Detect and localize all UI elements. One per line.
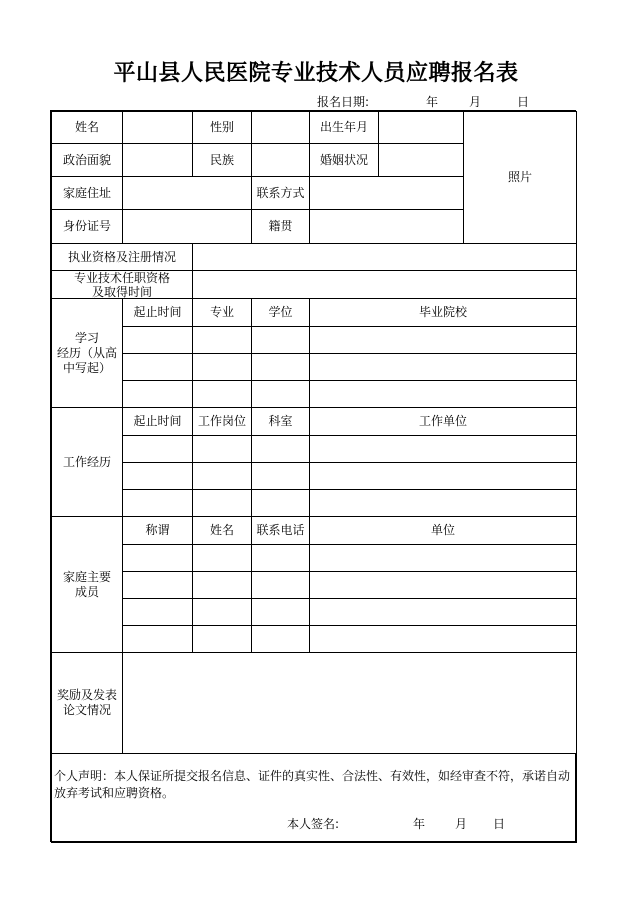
education-cell[interactable] <box>122 353 193 381</box>
family-cell[interactable] <box>251 625 310 653</box>
professional-title-line1: 专业技术任职资格 <box>73 270 170 285</box>
family-label-line2: 成员 <box>74 584 99 599</box>
work-cell[interactable] <box>122 435 193 463</box>
family-cell[interactable] <box>309 544 577 572</box>
native-place-field[interactable] <box>309 209 464 244</box>
work-cell[interactable] <box>309 462 577 490</box>
work-header-position: 工作岗位 <box>192 407 252 436</box>
signature-day-label: 日 <box>493 817 506 831</box>
education-cell[interactable] <box>251 353 310 381</box>
education-cell[interactable] <box>251 380 310 408</box>
work-cell[interactable] <box>251 489 310 517</box>
education-cell[interactable] <box>309 326 577 354</box>
education-cell[interactable] <box>309 353 577 381</box>
education-cell[interactable] <box>192 353 252 381</box>
address-label: 家庭住址 <box>51 176 123 210</box>
awards-label-line2: 论文情况 <box>62 703 111 717</box>
politics-field[interactable] <box>122 143 193 177</box>
family-header-employer: 单位 <box>309 516 577 545</box>
practice-qualification-field[interactable] <box>192 243 577 271</box>
professional-title-line2: 及取得时间 <box>91 284 152 299</box>
photo-box[interactable]: 照片 <box>463 111 577 244</box>
date-year-label: 年 <box>426 95 439 109</box>
date-month-label: 月 <box>469 95 482 109</box>
birth-field[interactable] <box>378 111 464 144</box>
ethnicity-field[interactable] <box>251 143 310 177</box>
awards-section-label <box>51 652 123 754</box>
signature-field[interactable] <box>347 811 407 831</box>
work-header-department: 科室 <box>251 407 310 436</box>
education-section-label <box>51 298 123 408</box>
family-header-name: 姓名 <box>192 516 252 545</box>
education-header-major: 专业 <box>192 298 252 327</box>
signature-month-label: 月 <box>455 817 468 831</box>
native-place-label: 籍贯 <box>251 209 310 244</box>
gender-label: 性别 <box>192 111 252 144</box>
date-day-label: 日 <box>517 95 530 109</box>
ethnicity-label: 民族 <box>192 143 252 177</box>
signature-label: 本人签名: <box>287 817 340 831</box>
work-cell[interactable] <box>309 435 577 463</box>
family-cell[interactable] <box>192 571 252 599</box>
marriage-label: 婚姻状况 <box>309 143 379 177</box>
family-header-relation: 称谓 <box>122 516 193 545</box>
signature-year-label: 年 <box>413 817 426 831</box>
family-section-label <box>51 516 123 653</box>
family-cell[interactable] <box>192 625 252 653</box>
education-cell[interactable] <box>122 326 193 354</box>
education-cell[interactable] <box>251 326 310 354</box>
education-label-line1: 学习 <box>74 330 99 345</box>
family-cell[interactable] <box>192 598 252 626</box>
practice-qualification-label: 执业资格及注册情况 <box>51 243 193 271</box>
awards-field[interactable] <box>122 652 577 754</box>
id-number-field[interactable] <box>122 209 253 244</box>
awards-label-line1: 奖励及发表 <box>56 688 117 702</box>
family-cell[interactable] <box>251 598 310 626</box>
id-number-label: 身份证号 <box>51 209 123 244</box>
work-cell[interactable] <box>192 462 252 490</box>
contact-label: 联系方式 <box>251 176 310 210</box>
education-header-period: 起止时间 <box>122 298 193 327</box>
work-cell[interactable] <box>251 462 310 490</box>
work-cell[interactable] <box>192 489 252 517</box>
work-section-label: 工作经历 <box>51 407 123 517</box>
family-cell[interactable] <box>122 544 193 572</box>
education-cell[interactable] <box>192 380 252 408</box>
family-cell[interactable] <box>122 598 193 626</box>
contact-field[interactable] <box>309 176 464 210</box>
professional-title-field[interactable] <box>192 270 577 299</box>
education-header-school: 毕业院校 <box>309 298 577 327</box>
family-cell[interactable] <box>192 544 252 572</box>
date-label: 报名日期: <box>317 95 370 109</box>
work-header-employer: 工作单位 <box>309 407 577 436</box>
gender-field[interactable] <box>251 111 310 144</box>
education-label-line2: 经历（从高 <box>56 345 117 360</box>
family-cell[interactable] <box>122 571 193 599</box>
birth-label: 出生年月 <box>309 111 379 144</box>
education-label-line3: 中写起） <box>62 360 111 375</box>
education-cell[interactable] <box>192 326 252 354</box>
work-cell[interactable] <box>309 489 577 517</box>
family-cell[interactable] <box>309 571 577 599</box>
education-header-degree: 学位 <box>251 298 310 327</box>
education-cell[interactable] <box>309 380 577 408</box>
family-cell[interactable] <box>309 625 577 653</box>
family-cell[interactable] <box>309 598 577 626</box>
education-cell[interactable] <box>122 380 193 408</box>
family-cell[interactable] <box>122 625 193 653</box>
politics-label: 政治面貌 <box>51 143 123 177</box>
family-header-phone: 联系电话 <box>251 516 310 545</box>
family-cell[interactable] <box>251 571 310 599</box>
work-cell[interactable] <box>251 435 310 463</box>
address-field[interactable] <box>122 176 253 210</box>
name-label: 姓名 <box>51 111 123 144</box>
family-label-line1: 家庭主要 <box>62 569 111 584</box>
work-cell[interactable] <box>192 435 252 463</box>
form-title: 平山县人民医院专业技术人员应聘报名表 <box>113 60 519 86</box>
professional-title-label <box>51 270 193 299</box>
work-header-period: 起止时间 <box>122 407 193 436</box>
family-cell[interactable] <box>251 544 310 572</box>
marriage-field[interactable] <box>378 143 464 177</box>
registration-form <box>50 110 576 842</box>
work-cell[interactable] <box>122 489 193 517</box>
work-cell[interactable] <box>122 462 193 490</box>
name-field[interactable] <box>122 111 193 144</box>
declaration-text: 个人声明：本人保证所提交报名信息、证件的真实性、合法性、有效性，如经审查不符，承诺自动放弃考试和应聘资格。 <box>54 769 571 800</box>
